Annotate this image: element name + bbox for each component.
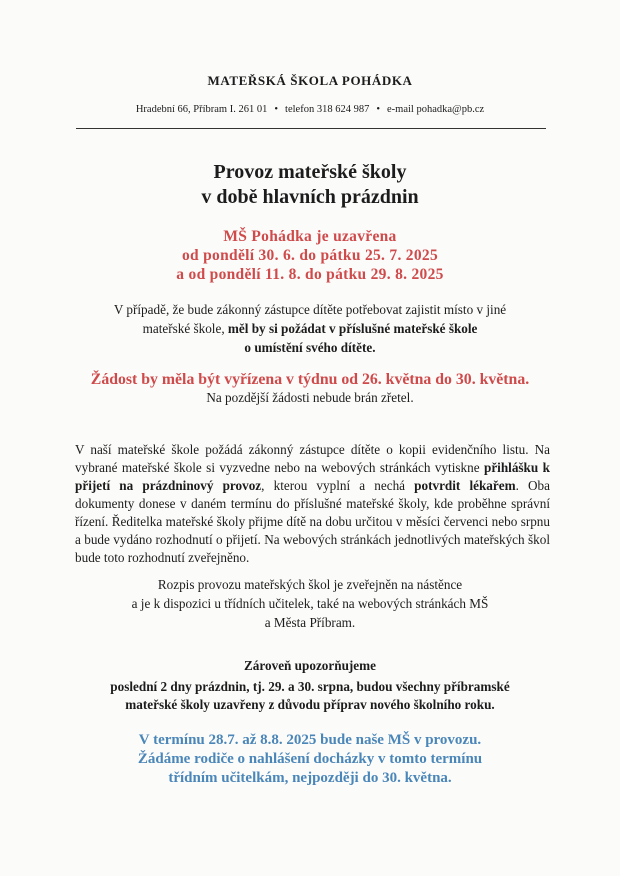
- school-name: MATEŘSKÁ ŠKOLA POHÁDKA: [207, 73, 413, 88]
- header-contacts: [0, 104, 620, 115]
- closure-notice: [0, 227, 620, 284]
- paragraph4-line-3: mateřské školy uzavřeny z důvodu příprav nového školního roku.: [125, 697, 495, 712]
- operation-line-1: V termínu 28.7. až 8.8. 2025 bude naše MŠ v provozu.: [138, 732, 482, 748]
- paragraph4-line-2: poslední 2 dny prázdnin, tj. 29. a 30. srpna, budou všechny příbramské: [110, 679, 510, 694]
- paragraph4-line-1: Zároveň upozorňujeme: [244, 658, 376, 673]
- paragraph2-bold-1: přihlášku k přijetí na prázdninový provoz: [75, 460, 550, 493]
- paragraph1-line-2-bold: měl by si požádat v příslušné mateřské škole: [227, 321, 478, 336]
- paragraph2-part-1: V naší mateřské škole požádá zákonný zástupce dítěte o kopii evidenčního listu. Na vybrané mateřské škole si vyzvedne nebo na webových stránkách vytiskne: [75, 442, 550, 475]
- title-line-2: v době hlavních prázdnin: [201, 186, 419, 208]
- closure-line-3: a od pondělí 11. 8. do pátku 29. 8. 2025: [176, 266, 444, 283]
- operation-line-2: Žádáme rodiče o nahlášení docházky v tomto termínu: [137, 751, 483, 767]
- header-divider: [76, 128, 546, 129]
- paragraph1-line-2: [60, 319, 560, 338]
- document-title: [0, 160, 620, 210]
- email: e-mail pohadka@pb.cz: [387, 104, 485, 115]
- bullet-separator: •: [376, 104, 381, 115]
- paragraph3-line-2: a je k dispozici u třídních učitelek, také na webových stránkách MŠ: [131, 596, 489, 611]
- operation-notice: [0, 731, 620, 788]
- paragraph2-bold-2: potvrdit lékařem: [414, 478, 516, 493]
- paragraph3-line-3: a Města Příbram.: [264, 615, 356, 630]
- closure-line-1: MŠ Pohádka je uzavřena: [223, 228, 397, 245]
- closing-days-notice: [50, 657, 570, 714]
- paragraph2-part-3: . Oba dokumenty donese v daném termínu do příslušné mateřské školy, kde proběhne správní řízení. Ředitelka mateřské školy přijme dítě na dobu určitou v měsíci červenci nebo srpnu a bude vydáno rozhodnutí o přijetí. Na webových stránkách jednotlivých mateřských škol bude toto rozhodnutí zveřejněno.: [75, 478, 550, 565]
- paragraph3-line-1: Rozpis provozu mateřských škol je zveřejněn na nástěnce: [157, 577, 463, 592]
- paragraph1-line-1: V případě, že bude zákonný zástupce dítěte potřebovat zajistit místo v jiné: [113, 302, 507, 317]
- request-deadline: Žádost by měla být vyřízena v týdnu od 26. května do 30. května.: [90, 371, 530, 388]
- schedule-paragraph: [70, 575, 550, 632]
- late-requests-note: Na pozdější žádosti nebude brán zřetel.: [206, 390, 414, 405]
- paragraph1-line-3: o umístění svého dítěte.: [244, 340, 376, 355]
- phone: telefon 318 624 987: [285, 104, 370, 115]
- bullet-separator: •: [274, 104, 279, 115]
- operation-line-3: třídním učitelkám, nejpozději do 30. května.: [168, 770, 452, 786]
- title-line-1: Provoz mateřské školy: [213, 161, 407, 183]
- closure-line-2: od pondělí 30. 6. do pátku 25. 7. 2025: [181, 247, 439, 264]
- procedure-paragraph: [75, 441, 550, 567]
- paragraph2-part-2: , kterou vyplní a nechá: [261, 478, 415, 493]
- address: Hradební 66, Příbram I. 261 01: [135, 104, 268, 115]
- other-school-paragraph: [60, 300, 560, 357]
- paragraph1-line-2-plain: mateřské škole,: [142, 321, 228, 336]
